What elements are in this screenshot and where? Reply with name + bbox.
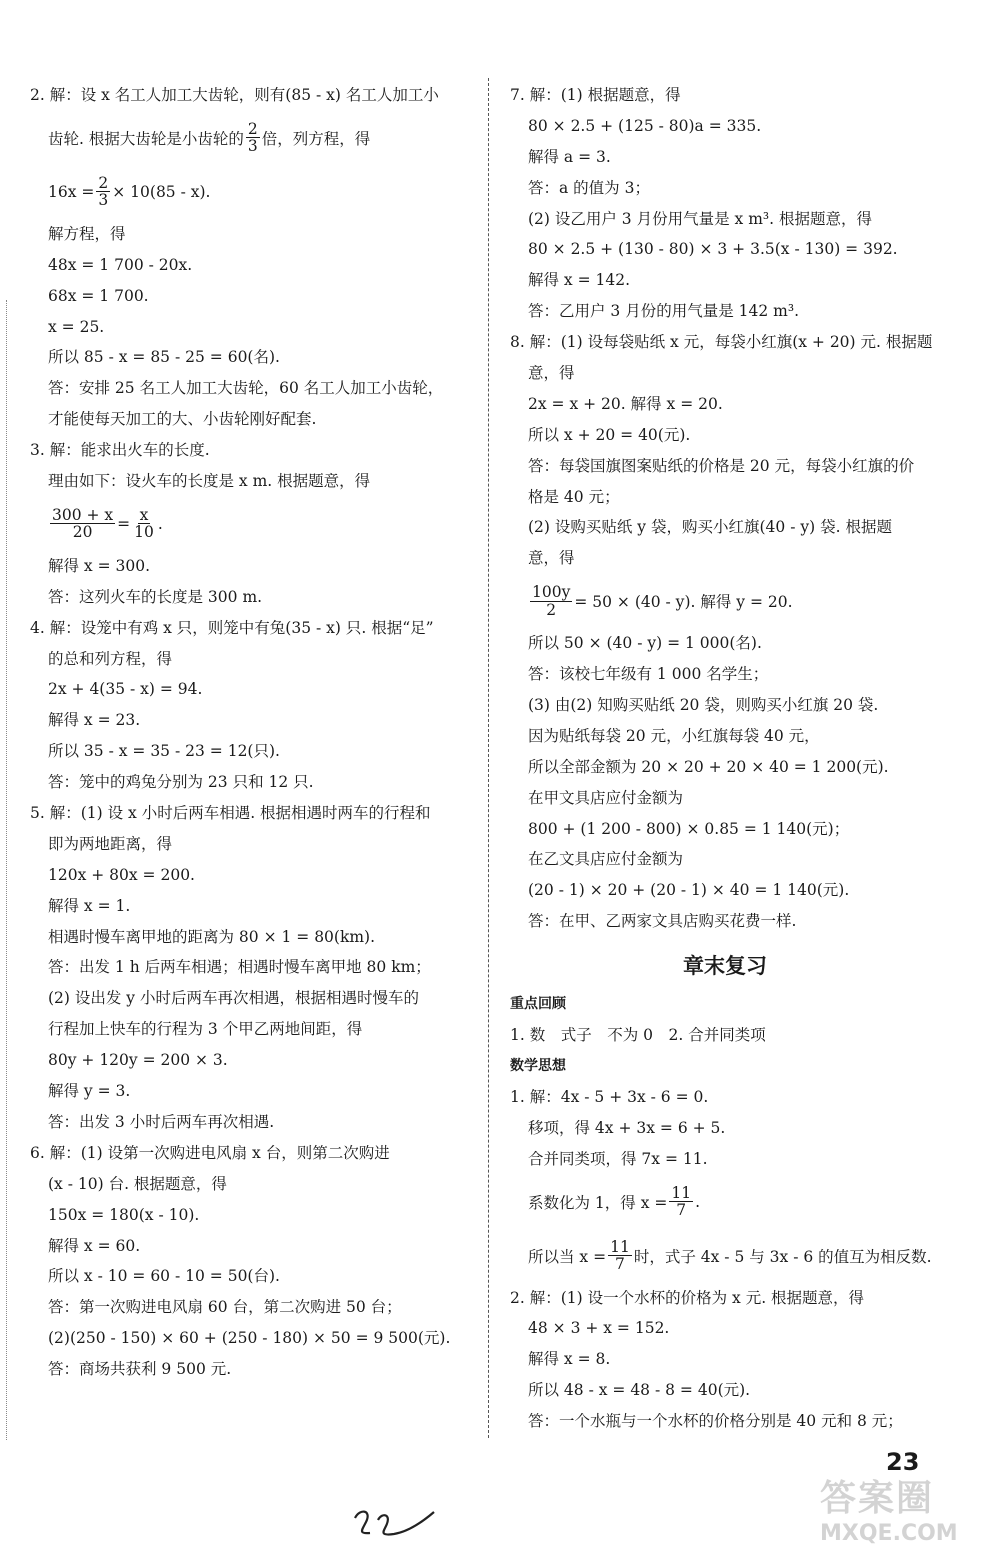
- equation-text: 倍，列方程，得: [261, 129, 371, 148]
- equation-text: 齿轮. 根据大齿轮是小齿轮的: [48, 129, 244, 148]
- text-line: 意，得: [528, 364, 575, 383]
- text-line: (20 - 1) × 20 + (20 - 1) × 40 = 1 140(元).: [528, 881, 850, 900]
- fraction-numerator: 100y: [532, 583, 571, 602]
- fraction: [608, 1239, 632, 1273]
- fraction-denominator: 3: [247, 137, 258, 156]
- equation-text: 时，式子 4x - 5 与 3x - 6 的值互为相反数.: [633, 1247, 932, 1266]
- text-line: 答：一个水瓶与一个水杯的价格分别是 40 元和 8 元；: [528, 1412, 903, 1431]
- fraction: [50, 507, 115, 541]
- equation-line: [510, 1229, 940, 1283]
- text-line: 答：该校七年级有 1 000 名学生；: [528, 665, 769, 684]
- text-line: 48x = 1 700 - 20x.: [48, 255, 193, 274]
- text-line: 意，得: [528, 549, 575, 568]
- fraction: [246, 121, 260, 155]
- text-line: 答：每袋国旗图案贴纸的价格是 20 元，每袋小红旗的价: [528, 456, 915, 475]
- fraction-numerator: 11: [671, 1183, 692, 1202]
- column-divider: [488, 78, 489, 1438]
- text-line: (2) 设出发 y 小时后两车再次相遇，根据相遇时慢车的: [48, 989, 419, 1008]
- text-line: 2. 解：(1) 设一个水杯的价格为 x 元. 根据题意，得: [510, 1288, 865, 1307]
- text-line: 解方程，得: [48, 224, 126, 243]
- equation-line: [30, 497, 470, 551]
- text-line: 4. 解：设笼中有鸡 x 只，则笼中有兔(35 - x) 只. 根据“足”: [30, 618, 434, 637]
- text-line: 1. 解：4x - 5 + 3x - 6 = 0.: [510, 1087, 709, 1106]
- text-line: 所以 48 - x = 48 - 8 = 40(元).: [528, 1381, 751, 1400]
- text-line: 答：在甲、乙两家文具店购买花费一样.: [528, 912, 797, 931]
- text-line: x = 25.: [48, 317, 105, 336]
- left-column: [30, 80, 470, 1385]
- text-line: 答：笼中的鸡兔分别为 23 只和 12 只.: [48, 773, 314, 792]
- text-line: 格是 40 元；: [528, 487, 620, 506]
- text-line: 解得 x = 60.: [48, 1236, 141, 1255]
- text-line: 8. 解：(1) 设每袋贴纸 x 元，每袋小红旗(x + 20) 元. 根据题: [510, 333, 933, 352]
- equation-text: = 50 × (40 - y). 解得 y = 20.: [574, 593, 793, 612]
- text-line: 80y + 120y = 200 × 3.: [48, 1051, 228, 1070]
- text-line: 150x = 180(x - 10).: [48, 1205, 200, 1224]
- equation-text: 系数化为 1，得 x =: [528, 1193, 668, 1212]
- text-line: 所以 x + 20 = 40(元).: [528, 425, 691, 444]
- text-line: 理由如下：设火车的长度是 x m. 根据题意，得: [48, 472, 371, 491]
- text-line: 因为贴纸每袋 20 元，小红旗每袋 40 元，: [528, 726, 820, 745]
- fraction-denominator: 10: [134, 523, 154, 542]
- fraction-numerator: x: [139, 506, 149, 525]
- text-line: (2)(250 - 150) × 60 + (250 - 180) × 50 = 9 500(元).: [48, 1329, 451, 1348]
- text-line: 答：商场共获利 9 500 元.: [48, 1360, 232, 1379]
- text-line: 5. 解：(1) 设 x 小时后两车相遇. 根据相遇时两车的行程和: [30, 804, 431, 823]
- text-line: 解得 y = 3.: [48, 1082, 131, 1101]
- fraction-numerator: 300 + x: [52, 506, 114, 525]
- equation-line: [30, 111, 470, 165]
- text-line: 合并同类项，得 7x = 11.: [528, 1149, 708, 1168]
- text-line: 才能使每天加工的大、小齿轮刚好配套.: [48, 410, 317, 429]
- text-line: 答：a 的值为 3；: [528, 178, 650, 197]
- equation-text: 16x =: [48, 182, 95, 201]
- text-line: 800 + (1 200 - 800) × 0.85 = 1 140(元)；: [528, 819, 850, 838]
- fraction: [530, 584, 572, 618]
- text-line: 在甲文具店应付金额为: [528, 788, 684, 807]
- equation-line: [30, 165, 470, 219]
- subsection-title: 重点回顾: [510, 996, 566, 1013]
- text-line: 的总和列方程，得: [48, 649, 173, 668]
- equation-line: [510, 1175, 940, 1229]
- text-line: 解得 x = 300.: [48, 556, 151, 575]
- fraction-numerator: 11: [610, 1237, 630, 1256]
- equation-text: 所以当 x =: [528, 1247, 607, 1266]
- fraction-numerator: 2: [247, 120, 258, 139]
- text-line: 7. 解：(1) 根据题意，得: [510, 86, 681, 104]
- text-line: 所以全部金额为 20 × 20 + 20 × 40 = 1 200(元).: [528, 757, 889, 776]
- fraction-denominator: 7: [615, 1255, 625, 1273]
- text-line: 80 × 2.5 + (125 - 80)a = 335.: [528, 116, 762, 135]
- text-line: 所以 50 × (40 - y) = 1 000(名).: [528, 634, 762, 653]
- text-line: (2) 设购买贴纸 y 袋，购买小红旗(40 - y) 袋. 根据题: [528, 518, 892, 537]
- text-line: 68x = 1 700.: [48, 286, 149, 305]
- fraction-denominator: 2: [546, 600, 557, 619]
- subsection-title: 数学思想: [510, 1057, 566, 1074]
- fraction: [669, 1185, 693, 1219]
- text-line: (2) 设乙用户 3 月份用气量是 x m³. 根据题意，得: [528, 209, 872, 228]
- text-line: 在乙文具店应付金额为: [528, 850, 684, 869]
- section-title: 章末复习: [683, 954, 767, 979]
- text-line: 2. 解：设 x 名工人加工大齿轮，则有(85 - x) 名工人加工小: [30, 86, 439, 104]
- text-line: 120x + 80x = 200.: [48, 865, 195, 884]
- fraction-numerator: 2: [98, 174, 109, 193]
- text-line: (x - 10) 台. 根据题意，得: [48, 1174, 227, 1193]
- text-line: 6. 解：(1) 设第一次购进电风扇 x 台，则第二次购进: [30, 1143, 390, 1162]
- text-line: 答：第一次购进电风扇 60 台，第二次购进 50 台；: [48, 1298, 402, 1317]
- equation-text: .: [157, 514, 163, 533]
- handwritten-mark-icon: [350, 1500, 440, 1545]
- left-binding-edge: [6, 300, 7, 1440]
- text-line: 解得 x = 142.: [528, 271, 631, 290]
- text-line: (3) 由(2) 知购买贴纸 20 袋，则购买小红旗 20 袋.: [528, 696, 879, 715]
- fraction: [132, 507, 156, 541]
- text-line: 2x = x + 20. 解得 x = 20.: [528, 394, 723, 413]
- watermark: [820, 1470, 995, 1548]
- fraction: [96, 175, 110, 209]
- text-line: 答：出发 3 小时后两车再次相遇.: [48, 1112, 275, 1131]
- right-column: [510, 80, 940, 1437]
- text-line: 所以 x - 10 = 60 - 10 = 50(台).: [48, 1267, 280, 1286]
- text-line: 解得 a = 3.: [528, 147, 611, 166]
- text-line: 相遇时慢车离甲地的距离为 80 × 1 = 80(km).: [48, 927, 376, 946]
- watermark-cn: 答案圈: [820, 1478, 935, 1519]
- text-line: 3. 解：能求出火车的长度.: [30, 441, 210, 460]
- equation-line: [510, 574, 940, 628]
- text-line: 答：出发 1 h 后两车相遇；相遇时慢车离甲地 80 km；: [48, 958, 431, 977]
- text-line: 解得 x = 1.: [48, 896, 131, 915]
- text-line: 解得 x = 23.: [48, 711, 141, 730]
- text-line: 1. 数 式子 不为 0 2. 合并同类项: [510, 1026, 766, 1045]
- text-line: 2x + 4(35 - x) = 94.: [48, 680, 203, 699]
- text-line: 所以 35 - x = 35 - 23 = 12(只).: [48, 742, 280, 761]
- text-line: 答：这列火车的长度是 300 m.: [48, 587, 263, 606]
- text-line: 答：安排 25 名工人加工大齿轮，60 名工人加工小齿轮，: [48, 379, 444, 398]
- text-line: 解得 x = 8.: [528, 1350, 611, 1369]
- fraction-denominator: 7: [676, 1201, 687, 1219]
- text-line: 答：乙用户 3 月份的用气量是 142 m³.: [528, 302, 799, 321]
- text-line: 80 × 2.5 + (130 - 80) × 3 + 3.5(x - 130) = 392.: [528, 240, 898, 259]
- equation-text: =: [117, 514, 131, 533]
- page-number: 23: [886, 1448, 920, 1476]
- text-line: 行程加上快车的行程为 3 个甲乙两地间距，得: [48, 1020, 363, 1039]
- text-line: 移项，得 4x + 3x = 6 + 5.: [528, 1118, 726, 1137]
- equation-text: .: [695, 1192, 701, 1211]
- equation-text: × 10(85 - x).: [112, 182, 211, 201]
- text-line: 所以 85 - x = 85 - 25 = 60(名).: [48, 348, 280, 367]
- fraction-denominator: 3: [98, 191, 109, 210]
- watermark-en: MXQE.COM: [820, 1521, 958, 1546]
- text-line: 48 × 3 + x = 152.: [528, 1319, 670, 1338]
- text-line: 即为两地距离，得: [48, 834, 173, 853]
- fraction-denominator: 20: [72, 523, 93, 542]
